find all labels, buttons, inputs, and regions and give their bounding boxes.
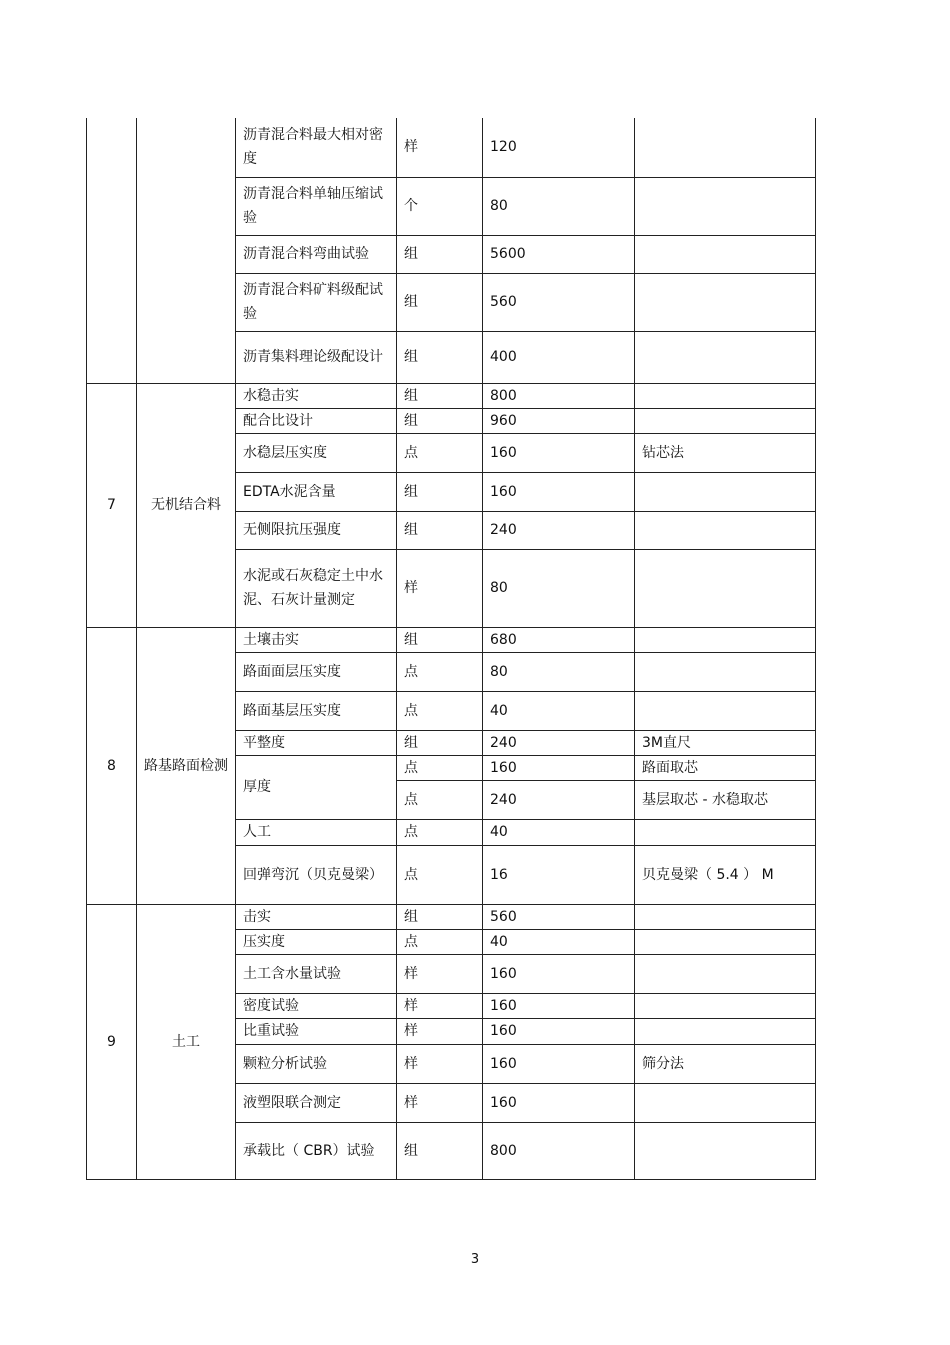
remark-cell [635, 235, 816, 273]
qty-cell: 40 [483, 819, 635, 845]
unit-cell: 点 [397, 691, 483, 730]
unit-cell: 样 [397, 118, 483, 177]
item-cell: 沥青混合料最大相对密度 [236, 118, 397, 177]
unit-cell: 点 [397, 652, 483, 691]
unit-cell: 组 [397, 511, 483, 549]
qty-cell: 160 [483, 472, 635, 511]
remark-cell [635, 1018, 816, 1044]
unit-cell: 组 [397, 383, 483, 408]
remark-cell [635, 954, 816, 993]
remark-cell [635, 627, 816, 652]
item-cell: 平整度 [236, 730, 397, 755]
remark-cell [635, 652, 816, 691]
table-row [87, 904, 816, 929]
unit-cell: 个 [397, 177, 483, 235]
qty-cell: 560 [483, 273, 635, 331]
remark-cell [635, 819, 816, 845]
qty-cell: 800 [483, 383, 635, 408]
unit-cell: 组 [397, 730, 483, 755]
item-cell: 回弹弯沉（贝克曼梁） [236, 845, 397, 904]
qty-cell: 16 [483, 845, 635, 904]
qty-cell: 40 [483, 929, 635, 954]
item-cell: 路面面层压实度 [236, 652, 397, 691]
unit-cell: 点 [397, 433, 483, 472]
unit-cell: 组 [397, 273, 483, 331]
remark-cell: 筛分法 [635, 1044, 816, 1083]
section-number-cell [87, 118, 137, 383]
item-cell: 密度试验 [236, 993, 397, 1018]
test-items-table [86, 118, 816, 1180]
item-cell: 沥青混合料单轴压缩试验 [236, 177, 397, 235]
item-cell: 路面基层压实度 [236, 691, 397, 730]
page-number: 3 [470, 1252, 480, 1267]
qty-cell: 560 [483, 904, 635, 929]
unit-cell: 组 [397, 408, 483, 433]
item-cell: 厚度 [236, 755, 397, 819]
qty-cell: 160 [483, 1018, 635, 1044]
item-cell: 人工 [236, 819, 397, 845]
remark-cell [635, 472, 816, 511]
section-number-cell: 9 [87, 904, 137, 1179]
remark-cell [635, 273, 816, 331]
qty-cell: 160 [483, 433, 635, 472]
item-cell: 液塑限联合测定 [236, 1083, 397, 1122]
category-cell: 土工 [137, 904, 236, 1179]
remark-cell [635, 904, 816, 929]
remark-cell [635, 408, 816, 433]
remark-cell [635, 118, 816, 177]
unit-cell: 组 [397, 472, 483, 511]
item-cell: 土壤击实 [236, 627, 397, 652]
item-cell: 颗粒分析试验 [236, 1044, 397, 1083]
item-cell: 水泥或石灰稳定土中水泥、石灰计量测定 [236, 549, 397, 627]
qty-cell: 160 [483, 1044, 635, 1083]
table-row [87, 118, 816, 177]
item-cell: 压实度 [236, 929, 397, 954]
qty-cell: 160 [483, 1083, 635, 1122]
item-cell: 承载比（ CBR）试验 [236, 1122, 397, 1179]
item-cell: 水稳层压实度 [236, 433, 397, 472]
unit-cell: 样 [397, 993, 483, 1018]
unit-cell: 样 [397, 1083, 483, 1122]
qty-cell: 160 [483, 954, 635, 993]
unit-cell: 点 [397, 819, 483, 845]
unit-cell: 组 [397, 235, 483, 273]
remark-cell [635, 549, 816, 627]
remark-cell [635, 511, 816, 549]
item-cell: 无侧限抗压强度 [236, 511, 397, 549]
qty-cell: 680 [483, 627, 635, 652]
item-cell: 击实 [236, 904, 397, 929]
item-cell: 土工含水量试验 [236, 954, 397, 993]
unit-cell: 点 [397, 780, 483, 819]
qty-cell: 80 [483, 177, 635, 235]
qty-cell: 240 [483, 511, 635, 549]
item-cell: EDTA水泥含量 [236, 472, 397, 511]
qty-cell: 80 [483, 549, 635, 627]
remark-cell: 钻芯法 [635, 433, 816, 472]
table-row [87, 627, 816, 652]
remark-cell [635, 383, 816, 408]
qty-cell: 240 [483, 730, 635, 755]
unit-cell: 组 [397, 627, 483, 652]
qty-cell: 800 [483, 1122, 635, 1179]
qty-cell: 960 [483, 408, 635, 433]
remark-cell [635, 331, 816, 383]
remark-cell: 路面取芯 [635, 755, 816, 780]
unit-cell: 组 [397, 904, 483, 929]
item-cell: 水稳击实 [236, 383, 397, 408]
remark-cell: 3M直尺 [635, 730, 816, 755]
unit-cell: 样 [397, 549, 483, 627]
remark-cell: 贝克曼梁（ 5.4 ） M [635, 845, 816, 904]
qty-cell: 120 [483, 118, 635, 177]
qty-cell: 160 [483, 993, 635, 1018]
remark-cell: 基层取芯 - 水稳取芯 [635, 780, 816, 819]
remark-cell [635, 993, 816, 1018]
remark-cell [635, 177, 816, 235]
unit-cell: 点 [397, 845, 483, 904]
remark-cell [635, 1083, 816, 1122]
unit-cell: 样 [397, 954, 483, 993]
qty-cell: 400 [483, 331, 635, 383]
remark-cell [635, 691, 816, 730]
qty-cell: 40 [483, 691, 635, 730]
item-cell: 配合比设计 [236, 408, 397, 433]
item-cell: 比重试验 [236, 1018, 397, 1044]
unit-cell: 样 [397, 1044, 483, 1083]
qty-cell: 160 [483, 755, 635, 780]
qty-cell: 80 [483, 652, 635, 691]
qty-cell: 5600 [483, 235, 635, 273]
item-cell: 沥青混合料弯曲试验 [236, 235, 397, 273]
unit-cell: 样 [397, 1018, 483, 1044]
category-cell: 无机结合料 [137, 383, 236, 627]
item-cell: 沥青集料理论级配设计 [236, 331, 397, 383]
category-cell [137, 118, 236, 383]
remark-cell [635, 929, 816, 954]
unit-cell: 组 [397, 1122, 483, 1179]
unit-cell: 点 [397, 755, 483, 780]
unit-cell: 组 [397, 331, 483, 383]
table-row [87, 383, 816, 408]
remark-cell [635, 1122, 816, 1179]
section-number-cell: 7 [87, 383, 137, 627]
item-cell: 沥青混合料矿料级配试验 [236, 273, 397, 331]
qty-cell: 240 [483, 780, 635, 819]
unit-cell: 点 [397, 929, 483, 954]
category-cell: 路基路面检测 [137, 627, 236, 904]
section-number-cell: 8 [87, 627, 137, 904]
